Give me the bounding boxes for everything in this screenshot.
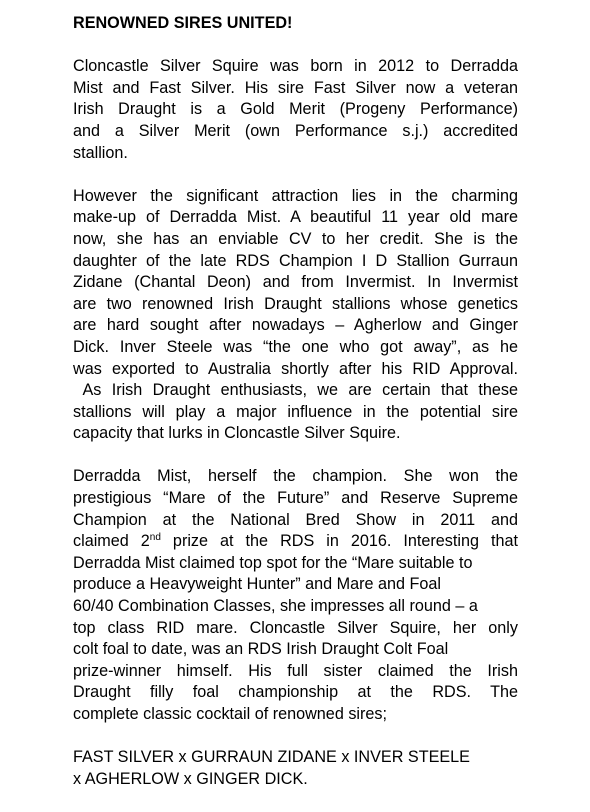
text-line: now, she has an enviable CV to her credit. She is the (73, 229, 518, 248)
text-line: Cloncastle Silver Squire was born in 2012 to Derradda (73, 57, 518, 76)
document-title: RENOWNED SIRES UNITED! (73, 14, 293, 32)
text-line: As Irish Draught enthusiasts, we are certain that these (73, 381, 518, 400)
ordinal-suffix: nd (149, 532, 161, 544)
text-line: Irish Draught is a Gold Merit (Progeny Performance) (73, 100, 518, 119)
text-line: are hard sought after nowadays – Agherlow and Ginger (73, 316, 518, 335)
text-line: complete classic cocktail of renowned sires; (73, 705, 387, 723)
text-fragment: claimed 2 (73, 532, 150, 551)
text-line: was exported to Australia shortly after his RID Approval. (73, 359, 518, 378)
text-line: stallions will play a major influence in the potential sire (73, 402, 518, 421)
document-page (73, 13, 518, 812)
text-line: Zidane (Chantal Deon) and from Invermist. In Invermist (73, 273, 518, 292)
text-line: daughter of the late RDS Champion I D Stallion Gurraun (73, 251, 518, 270)
text-line: capacity that lurks in Cloncastle Silver Squire. (73, 424, 401, 443)
text-line: top class RID mare. Cloncastle Silver Squire, her only (73, 618, 518, 637)
text-line: prestigious “Mare of the Future” and Reserve Supreme (73, 489, 518, 508)
text-line: FAST SILVER x GURRAUN ZIDANE x INVER STEELE (73, 748, 470, 767)
text-line: Champion at the National Bred Show in 2011 and (73, 510, 518, 529)
text-line: However the significant attraction lies in the charming (73, 186, 518, 205)
text-line: Dick. Inver Steele was “the one who got away”, as he (73, 337, 518, 356)
text-line: make-up of Derradda Mist. A beautiful 11 year old mare (73, 208, 518, 227)
text-line: colt foal to date, was an RDS Irish Draught Colt Foal (73, 640, 449, 659)
text-line: 60/40 Combination Classes, she impresses all round – a (73, 597, 478, 616)
text-line: Draught filly foal championship at the RDS. The (73, 683, 518, 702)
paragraph-dam-achievements (73, 466, 518, 725)
paragraph-sire-lineup (73, 747, 518, 790)
text-line: x AGHERLOW x GINGER DICK. (73, 769, 308, 788)
text-line: Mist and Fast Silver. His sire Fast Silver now a veteran (73, 78, 518, 97)
text-line: prize-winner himself. His full sister claimed the Irish (73, 661, 518, 680)
text-line: Derradda Mist claimed top spot for the “Mare suitable to (73, 553, 473, 572)
text-line (73, 531, 518, 553)
paragraph-dam-pedigree (73, 186, 518, 445)
text-line: Derradda Mist, herself the champion. She won the (73, 467, 518, 486)
text-fragment: prize at the RDS in 2016. Interesting that (160, 532, 518, 551)
text-line: and a Silver Merit (own Performance s.j.) accredited (73, 121, 518, 140)
text-line: stallion. (73, 143, 128, 162)
paragraph-sire-intro (73, 56, 518, 164)
text-line: produce a Heavyweight Hunter” and Mare and Foal (73, 575, 442, 594)
text-line: are two renowned Irish Draught stallions whose genetics (73, 294, 518, 313)
